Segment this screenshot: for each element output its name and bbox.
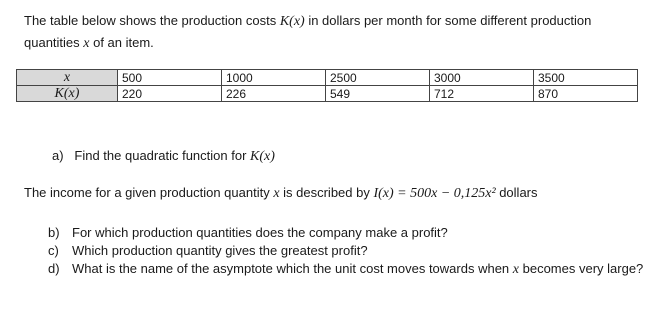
cost-function-symbol: K(x) <box>279 14 305 29</box>
question-text: For which production quantities does the company make a profit? <box>72 225 448 240</box>
row-header-kx: K(x) <box>17 86 118 102</box>
quantity-symbol: x <box>273 186 280 201</box>
question-b <box>48 224 648 242</box>
question-text: What is the name of the asymptote which the unit cost moves towards when <box>72 261 513 276</box>
quantity-symbol: x <box>83 36 90 51</box>
income-unit: dollars <box>499 185 538 200</box>
table-cell: 712 <box>430 86 534 102</box>
question-list <box>48 224 648 279</box>
income-formula: I(x) = 500x − 0,125x² <box>373 186 500 201</box>
table-cell: 226 <box>222 86 326 102</box>
table-cell: 870 <box>534 86 638 102</box>
row-header-x: x <box>17 70 118 86</box>
question-text-cont: becomes very large? <box>519 261 644 276</box>
intro-text-1: The table below shows the production costs <box>24 13 280 28</box>
question-text: Find the quadratic function for <box>74 148 251 163</box>
question-letter: d) <box>48 261 60 276</box>
question-d <box>48 260 648 279</box>
table-cell: 549 <box>326 86 430 102</box>
question-c <box>48 242 648 260</box>
intro-paragraph <box>24 10 644 54</box>
question-letter: a) <box>52 148 64 163</box>
table-cell: 2500 <box>326 70 430 86</box>
quantity-symbol: x <box>512 262 519 277</box>
table-row-quantities <box>17 70 638 86</box>
question-letter: c) <box>48 243 59 258</box>
table-cell: 3500 <box>534 70 638 86</box>
question-letter: b) <box>48 225 60 240</box>
production-cost-table <box>16 69 638 102</box>
table-cell: 1000 <box>222 70 326 86</box>
income-statement <box>24 185 538 202</box>
table-cell: 3000 <box>430 70 534 86</box>
question-text: Which production quantity gives the greatest profit? <box>72 243 368 258</box>
table-cell: 500 <box>118 70 222 86</box>
intro-text-3: of an item. <box>89 35 154 50</box>
table-row-costs <box>17 86 638 102</box>
income-text-1: The income for a given production quantity <box>24 185 274 200</box>
question-a <box>52 148 275 165</box>
intro-text-2: in dollars per month for some different production quantities <box>24 13 592 50</box>
table-cell: 220 <box>118 86 222 102</box>
cost-function-symbol: K(x) <box>250 149 275 164</box>
income-text-2: is described by <box>279 185 374 200</box>
